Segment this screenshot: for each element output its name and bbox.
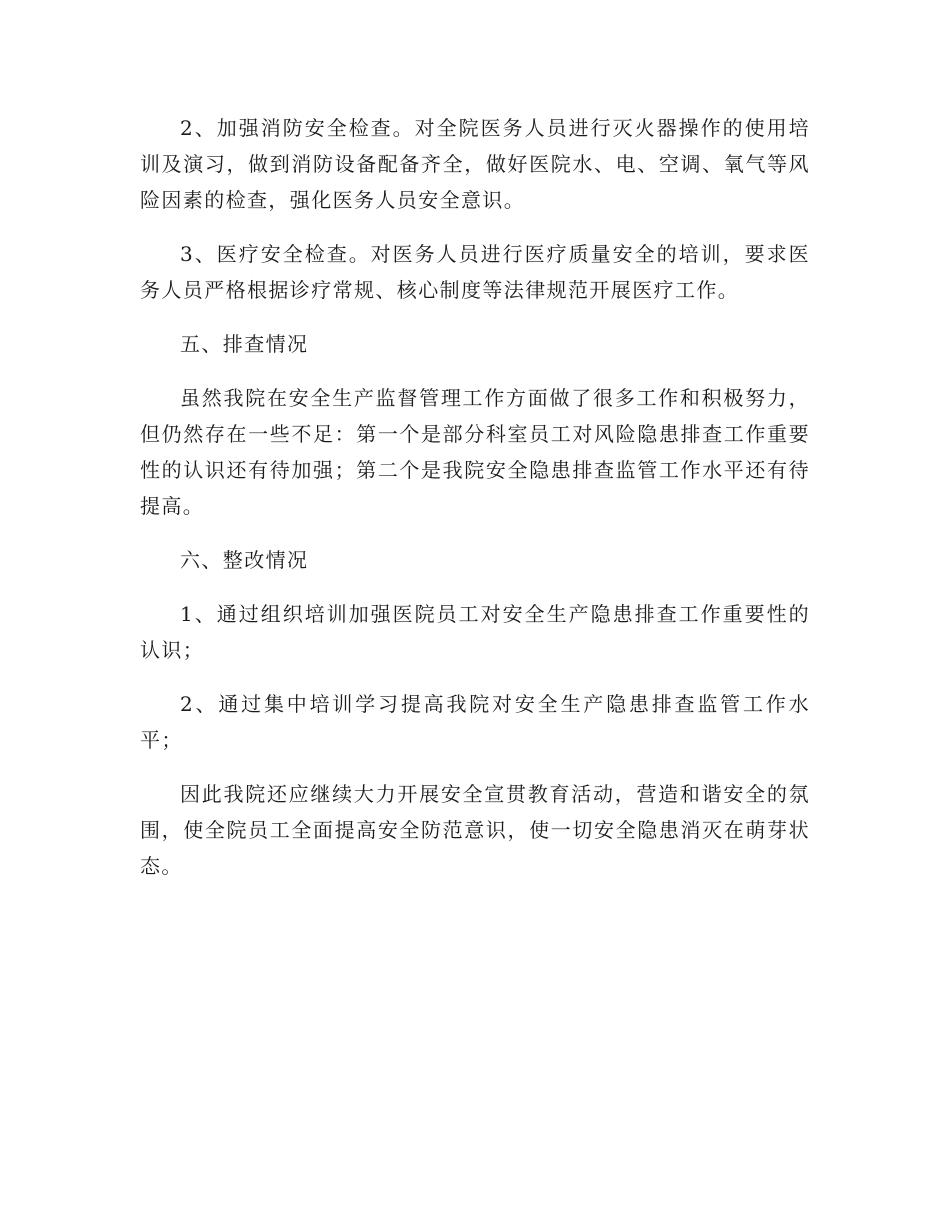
paragraph-rectification-supervision: 2、通过集中培训学习提高我院对安全生产隐患排查监管工作水平； [140,692,810,752]
section-heading-rectification-status: 六、整改情况 [180,548,309,572]
paragraph-conclusion: 因此我院还应继续大力开展安全宣贯教育活动，营造和谐安全的氛围，使全院员工全面提高安全防范意识，使一切安全隐患消灭在萌芽状态。 [140,782,810,878]
paragraph-rectification-training: 1、通过组织培训加强医院员工对安全生产隐患排查工作重要性的认识； [140,602,810,662]
paragraph-medical-safety-check: 3、医疗安全检查。对医务人员进行医疗质量安全的培训，要求医务人员严格根据诊疗常规、核心制度等法律规范开展医疗工作。 [140,242,810,302]
paragraph-shortcomings: 虽然我院在安全生产监督管理工作方面做了很多工作和积极努力，但仍然存在一些不足：第一个是部分科室员工对风险隐患排查工作重要性的认识还有待加强；第二个是我院安全隐患排查监管工作水平还有待提高。 [140,386,810,518]
paragraph-fire-safety-check: 2、加强消防安全检查。对全院医务人员进行灭火器操作的使用培训及演习，做到消防设备配备齐全，做好医院水、电、空调、氧气等风险因素的检查，强化医务人员安全意识。 [140,116,810,212]
section-heading-inspection-status: 五、排查情况 [180,332,309,356]
document-body [140,110,810,884]
